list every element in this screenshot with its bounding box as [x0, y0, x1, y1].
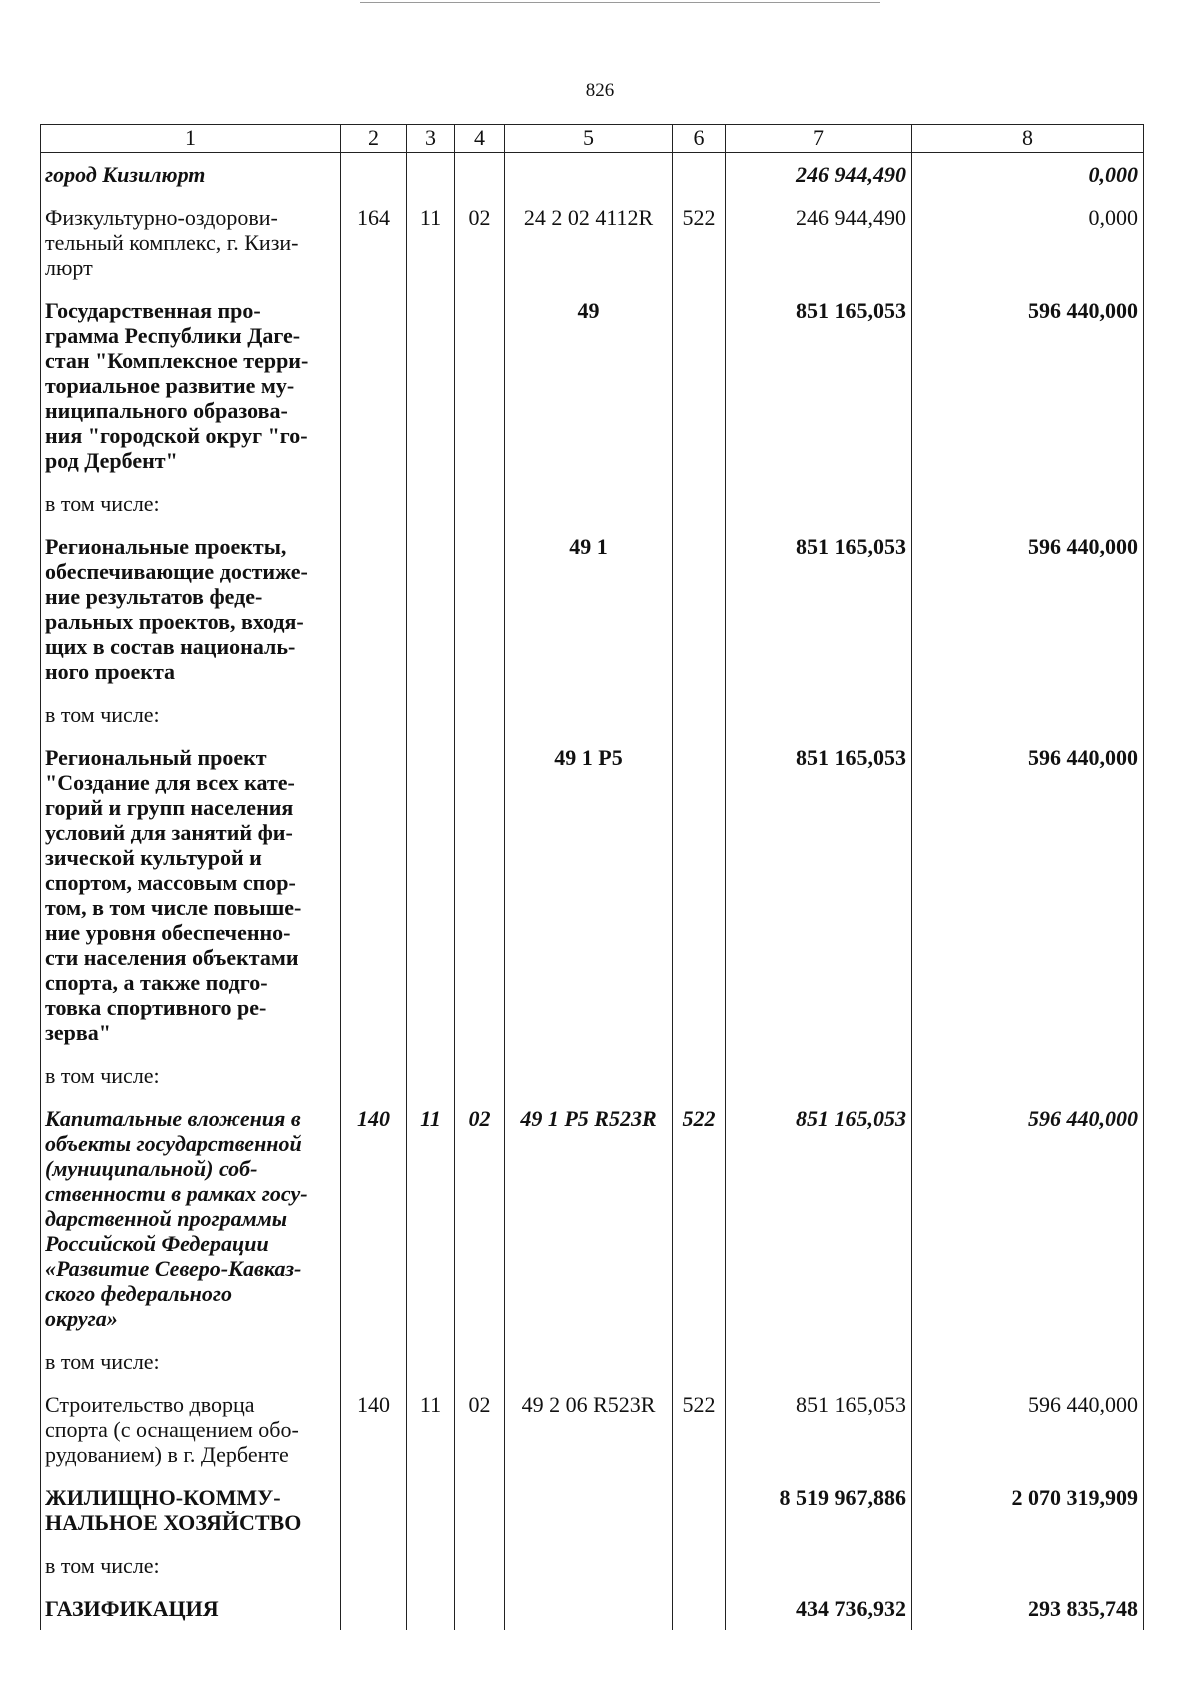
budget-table [40, 124, 1144, 1630]
row-code-6 [673, 1476, 726, 1544]
row-code-6: 522 [673, 1097, 726, 1340]
row-code-3 [407, 1544, 455, 1587]
row-code-5: 49 1 P5 [505, 736, 673, 1054]
row-code-4 [455, 525, 505, 693]
row-code-2 [341, 693, 407, 736]
row-code-2 [341, 1340, 407, 1383]
table-row [41, 289, 1144, 482]
column-header-6: 6 [673, 125, 726, 153]
row-code-6 [673, 736, 726, 1054]
row-amount-7: 246 944,490 [726, 153, 912, 197]
row-code-4 [455, 693, 505, 736]
row-code-6: 522 [673, 196, 726, 289]
row-code-5: 49 [505, 289, 673, 482]
scan-artifact-line [360, 2, 880, 3]
row-code-4 [455, 736, 505, 1054]
column-header-5: 5 [505, 125, 673, 153]
row-amount-8: 596 440,000 [912, 525, 1144, 693]
row-code-2: 140 [341, 1383, 407, 1476]
row-code-3: 11 [407, 1383, 455, 1476]
page-number: 826 [585, 80, 615, 101]
row-name: в том числе: [41, 1054, 341, 1097]
row-amount-7: 851 165,053 [726, 289, 912, 482]
row-name: Региональный проект "Создание для всех кате- горий и групп населения условий для занятий фи- зической культурой и спортом, массовым спор- том, в том числе повыше- ние уровня обеспеченно- сти населения объектами спорта, а также подго- товка спортивного ре- зерва" [41, 736, 341, 1054]
row-code-4 [455, 1587, 505, 1630]
table-row [41, 1054, 1144, 1097]
row-code-3 [407, 1340, 455, 1383]
row-amount-8 [912, 1544, 1144, 1587]
row-code-5 [505, 1587, 673, 1630]
row-code-2 [341, 1587, 407, 1630]
row-amount-8 [912, 1054, 1144, 1097]
row-code-6 [673, 289, 726, 482]
row-code-3 [407, 1476, 455, 1544]
row-code-4 [455, 1476, 505, 1544]
row-code-4 [455, 153, 505, 197]
row-code-6 [673, 482, 726, 525]
table-row [41, 1587, 1144, 1630]
row-code-5: 49 1 [505, 525, 673, 693]
row-code-4: 02 [455, 1097, 505, 1340]
row-amount-7: 8 519 967,886 [726, 1476, 912, 1544]
row-amount-7 [726, 1340, 912, 1383]
row-code-6 [673, 525, 726, 693]
row-code-3: 11 [407, 1097, 455, 1340]
row-amount-7: 851 165,053 [726, 1097, 912, 1340]
row-code-5: 49 2 06 R523R [505, 1383, 673, 1476]
row-amount-7: 851 165,053 [726, 1383, 912, 1476]
table-row [41, 736, 1144, 1054]
row-code-5 [505, 1054, 673, 1097]
row-amount-7: 851 165,053 [726, 525, 912, 693]
row-name: в том числе: [41, 1340, 341, 1383]
row-amount-8: 0,000 [912, 153, 1144, 197]
row-amount-7 [726, 1054, 912, 1097]
row-code-4 [455, 1544, 505, 1587]
row-code-5 [505, 153, 673, 197]
row-code-4 [455, 1054, 505, 1097]
row-code-5: 49 1 P5 R523R [505, 1097, 673, 1340]
row-name: ЖИЛИЩНО-КОММУ- НАЛЬНОЕ ХОЗЯЙСТВО [41, 1476, 341, 1544]
table-row [41, 693, 1144, 736]
table-row [41, 1383, 1144, 1476]
row-code-4 [455, 1340, 505, 1383]
row-amount-8: 2 070 319,909 [912, 1476, 1144, 1544]
row-code-4 [455, 482, 505, 525]
row-name: в том числе: [41, 693, 341, 736]
row-amount-8: 293 835,748 [912, 1587, 1144, 1630]
row-code-4 [455, 289, 505, 482]
table-row [41, 482, 1144, 525]
row-code-3 [407, 289, 455, 482]
column-header-7: 7 [726, 125, 912, 153]
row-code-3 [407, 736, 455, 1054]
row-code-2: 164 [341, 196, 407, 289]
row-code-2: 140 [341, 1097, 407, 1340]
row-name: город Кизилюрт [41, 153, 341, 197]
column-header-3: 3 [407, 125, 455, 153]
header-row [41, 125, 1144, 153]
row-code-4: 02 [455, 1383, 505, 1476]
table-row [41, 525, 1144, 693]
row-amount-7: 851 165,053 [726, 736, 912, 1054]
table-row [41, 153, 1144, 197]
row-code-5 [505, 482, 673, 525]
row-code-3 [407, 693, 455, 736]
row-amount-7: 246 944,490 [726, 196, 912, 289]
row-name: Государственная про- грамма Республики Даге- стан "Комплексное терри- ториальное развитие му- ниципального образова- ния "городской округ "го- род Дербент" [41, 289, 341, 482]
row-amount-7 [726, 1544, 912, 1587]
row-code-3 [407, 482, 455, 525]
row-amount-8: 596 440,000 [912, 1097, 1144, 1340]
row-amount-8: 596 440,000 [912, 1383, 1144, 1476]
row-code-6 [673, 1054, 726, 1097]
row-amount-8 [912, 482, 1144, 525]
row-code-2 [341, 1476, 407, 1544]
row-name: Строительство дворца спорта (с оснащением обо- рудованием) в г. Дербенте [41, 1383, 341, 1476]
row-code-6 [673, 1587, 726, 1630]
row-name: в том числе: [41, 482, 341, 525]
row-name: Физкультурно-оздорови- тельный комплекс, г. Кизи- люрт [41, 196, 341, 289]
row-code-6 [673, 1544, 726, 1587]
row-code-6: 522 [673, 1383, 726, 1476]
row-code-3 [407, 153, 455, 197]
row-amount-7 [726, 482, 912, 525]
row-code-5 [505, 1340, 673, 1383]
row-code-2 [341, 153, 407, 197]
row-amount-8: 0,000 [912, 196, 1144, 289]
row-amount-8: 596 440,000 [912, 736, 1144, 1054]
row-amount-7: 434 736,932 [726, 1587, 912, 1630]
column-header-4: 4 [455, 125, 505, 153]
row-amount-8 [912, 693, 1144, 736]
row-code-6 [673, 153, 726, 197]
row-code-5 [505, 1544, 673, 1587]
row-code-5: 24 2 02 4112R [505, 196, 673, 289]
row-code-2 [341, 289, 407, 482]
table-body [41, 153, 1144, 1631]
row-amount-8 [912, 1340, 1144, 1383]
row-code-2 [341, 1544, 407, 1587]
row-code-4: 02 [455, 196, 505, 289]
column-header-2: 2 [341, 125, 407, 153]
row-name: ГАЗИФИКАЦИЯ [41, 1587, 341, 1630]
table-row [41, 196, 1144, 289]
row-name: Региональные проекты, обеспечивающие достиже- ние результатов феде- ральных проектов, входя- щих в состав националь- ного проекта [41, 525, 341, 693]
row-code-2 [341, 482, 407, 525]
table-row [41, 1476, 1144, 1544]
row-code-6 [673, 1340, 726, 1383]
row-code-6 [673, 693, 726, 736]
column-header-1: 1 [41, 125, 341, 153]
row-code-3 [407, 1587, 455, 1630]
row-code-3 [407, 525, 455, 693]
row-code-3 [407, 1054, 455, 1097]
row-code-2 [341, 736, 407, 1054]
row-name: в том числе: [41, 1544, 341, 1587]
row-amount-7 [726, 693, 912, 736]
row-code-5 [505, 693, 673, 736]
row-code-2 [341, 1054, 407, 1097]
row-code-2 [341, 525, 407, 693]
table-row [41, 1340, 1144, 1383]
row-name: Капитальные вложения в объекты государственной (муниципальной) соб- ственности в рамках госу- дарственной программы Российской Федерации «Развитие Северо-Кавказ- ского федерального округа» [41, 1097, 341, 1340]
column-header-8: 8 [912, 125, 1144, 153]
table-row [41, 1544, 1144, 1587]
row-amount-8: 596 440,000 [912, 289, 1144, 482]
row-code-5 [505, 1476, 673, 1544]
row-code-3: 11 [407, 196, 455, 289]
table-row [41, 1097, 1144, 1340]
